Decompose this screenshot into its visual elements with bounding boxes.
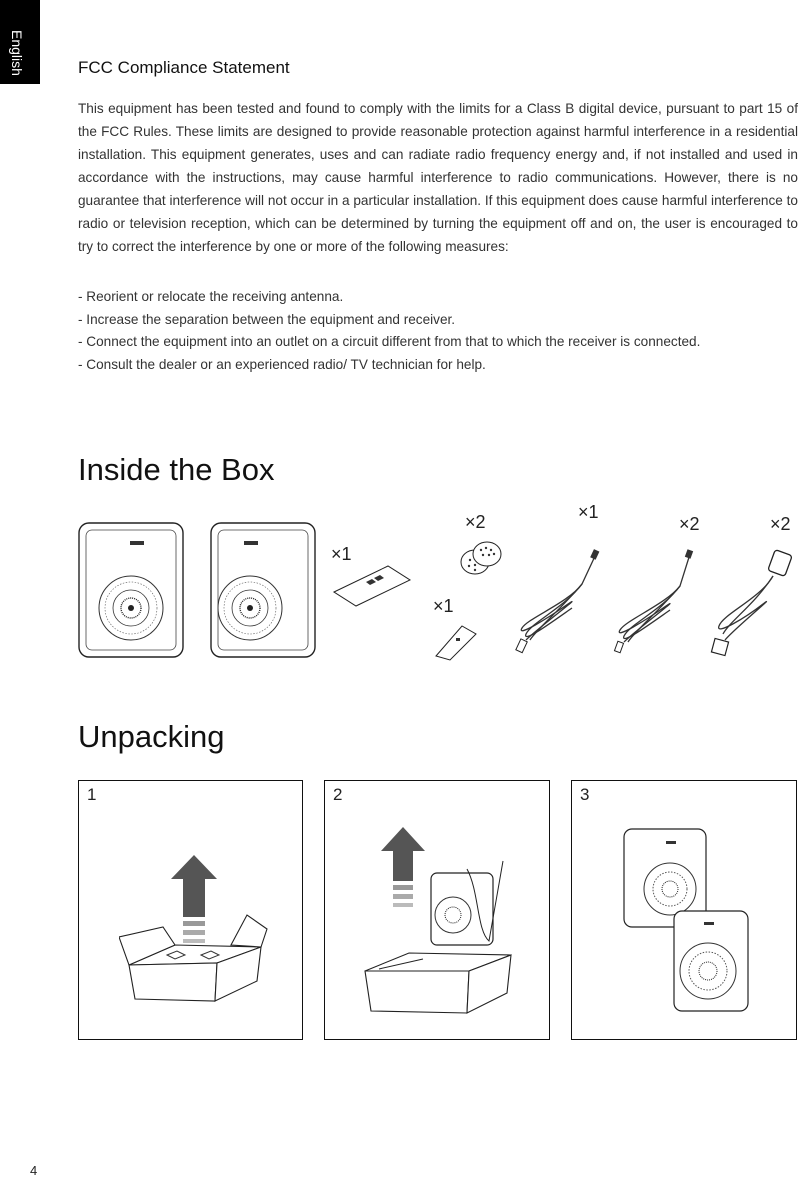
measure-item: - Connect the equipment into an outlet on a circuit different from that to which the receiver is connected. [78,334,701,349]
unpacking-step-1 [78,780,303,1040]
fcc-body: This equipment has been tested and found to comply with the limits for a Class B digital device, pursuant to part 15 of the FCC Rules. These limits are designed to provide reasonable protection against harmful interference in a residential installation. This equipment generates, uses and can radiate radio frequency energy and, if not installed and used in accordance with the instructions, may cause harmful interference to radio communications. However, there is no guarantee that interference will not occur in a particular installation. If this equipment does cause harmful interference to radio or television reception, which can be determined by turning the equipment off and on, the user is encouraged to try to correct the interference by one or more of the following measures: [78,101,798,254]
rubber-feet-illustration [455,540,505,578]
info-card-illustration [432,620,480,662]
measure-item: - Increase the separation between the equipment and receiver. [78,311,456,327]
measure-item: - Consult the dealer or an experienced radio/ TV technician for help. [78,356,486,372]
manual-quantity: ×1 [331,544,352,564]
card-quantity: ×1 [433,596,454,616]
speaker-illustration [208,520,318,660]
unpacking-step-3 [571,780,797,1040]
language-label: English [9,30,25,76]
inside-box-heading: Inside the Box [78,452,275,487]
page-number: 4 [30,1163,38,1178]
unpacking-heading: Unpacking [78,719,225,754]
fcc-measures-list [78,286,798,376]
speaker-illustration [76,520,186,660]
feet-quantity: ×2 [465,512,486,532]
unpacking-step-2 [324,780,550,1040]
language-tab [0,0,40,84]
lift-speaker-illustration [359,821,519,1021]
step-number: 2 [333,785,343,804]
two-speakers-illustration [620,825,750,1015]
audio-cable-illustration [508,548,608,658]
usb-cable-illustration [604,548,704,658]
power-cable-quantity: ×2 [770,514,791,534]
step-number: 1 [87,785,97,804]
cable-b-quantity: ×2 [679,514,700,534]
measure-item: - Reorient or relocate the receiving antenna. [78,289,344,304]
cable-a-quantity: ×1 [578,502,599,522]
open-box-illustration [119,851,269,1011]
manual-illustration [330,560,414,610]
power-cable-illustration [705,548,795,660]
step-number: 3 [580,785,590,804]
fcc-title: FCC Compliance Statement [78,58,290,77]
